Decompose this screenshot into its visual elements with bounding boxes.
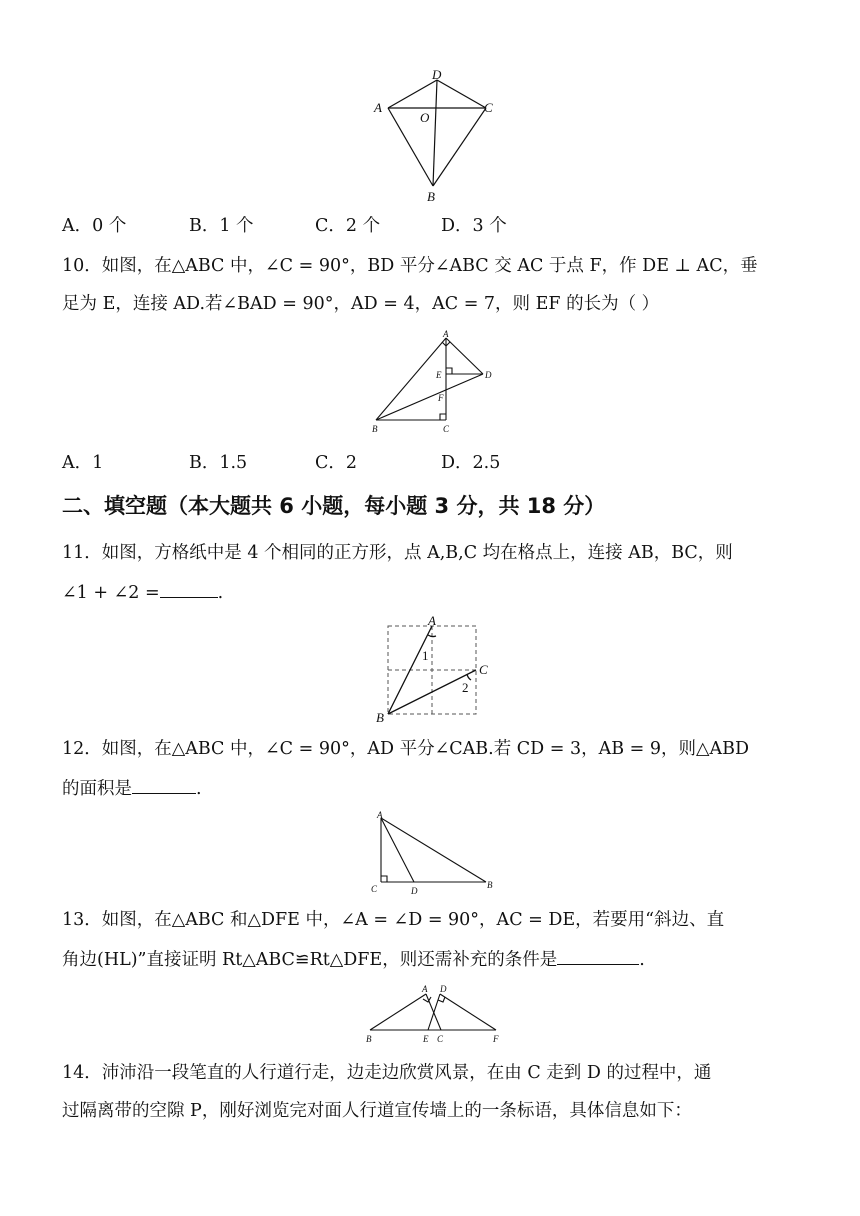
figure-q11-grid <box>372 614 494 724</box>
point-label-D: D <box>432 68 442 82</box>
point-label-B: B <box>487 880 493 890</box>
point-label-D: D <box>440 984 447 994</box>
point-label-A: A <box>374 100 382 115</box>
q10-option-c: C．2 <box>315 453 358 473</box>
point-label-C: C <box>484 100 493 115</box>
point-label-A: A <box>443 329 449 339</box>
q13-answer-blank <box>557 946 639 965</box>
point-label-C: C <box>371 884 378 894</box>
q12-text-line1: 12．如图，在△ABC 中，∠C = 90°，AD 平分∠CAB.若 CD = 3，AB = 9，则△ABD <box>62 739 750 759</box>
figure-q10 <box>366 328 506 436</box>
q12-text-line2 <box>62 775 202 801</box>
point-label-E: E <box>423 1034 429 1044</box>
q13-text-line2 <box>62 946 645 972</box>
point-label-O: O <box>420 110 430 125</box>
angle-label-2: 2 <box>462 680 469 695</box>
q12-answer-blank <box>132 775 196 794</box>
angle-label-1: 1 <box>422 648 429 663</box>
q9-option-c: C．2 个 <box>315 216 381 236</box>
q9-option-d: D．3 个 <box>441 216 507 236</box>
q12-line2-prefix: 的面积是 <box>62 779 132 799</box>
q10-text-line1: 10．如图，在△ABC 中，∠C = 90°，BD 平分∠ABC 交 AC 于点 F，作 DE ⊥ AC，垂 <box>62 256 758 276</box>
q10-option-b: B．1.5 <box>189 453 248 473</box>
figure-q13 <box>362 982 512 1046</box>
q13-text-line1: 13．如图，在△ABC 和△DFE 中，∠A = ∠D = 90°，AC = DE，若要用“斜边、直 <box>62 910 725 930</box>
point-label-D: D <box>485 370 492 380</box>
figure-q9-kite <box>370 68 500 204</box>
point-label-F: F <box>438 393 444 403</box>
q9-option-b: B．1 个 <box>189 216 254 236</box>
point-label-C: C <box>437 1034 444 1044</box>
point-label-B: B <box>366 1034 372 1044</box>
q11-answer-blank <box>160 579 218 598</box>
point-label-F: F <box>493 1034 499 1044</box>
q13-line2-prefix: 角边(HL)”直接证明 Rt△ABC≌Rt△DFE，则还需补充的条件是 <box>62 950 558 970</box>
q14-text-line2: 过隔离带的空隙 P，刚好浏览完对面人行道宣传墙上的一条标语，具体信息如下： <box>62 1101 692 1121</box>
q10-option-a: A．1 <box>62 453 104 473</box>
point-label-A: A <box>377 810 383 820</box>
point-label-E: E <box>436 370 442 380</box>
q11-line2-prefix: ∠1 + ∠2 = <box>62 583 160 603</box>
point-label-A: A <box>428 614 436 628</box>
figure-q12 <box>366 808 502 898</box>
q10-text-line2: 足为 E，连接 AD.若∠BAD = 90°，AD = 4，AC = 7，则 EF 的长为（ ） <box>62 294 660 314</box>
point-label-B: B <box>376 710 384 724</box>
point-label-B: B <box>427 189 435 204</box>
q10-option-d: D．2.5 <box>441 453 501 473</box>
section-title-fill-in: 二、填空题（本大题共 6 小题，每小题 3 分，共 18 分） <box>62 494 606 518</box>
point-label-D: D <box>411 886 418 896</box>
q14-text-line1: 14．沛沛沿一段笔直的人行道行走，边走边欣赏风景，在由 C 走到 D 的过程中，通 <box>62 1063 712 1083</box>
point-label-A: A <box>422 984 428 994</box>
q11-text-line2 <box>62 579 223 605</box>
q11-line2-suffix: . <box>217 583 224 603</box>
point-label-C: C <box>443 424 450 434</box>
q13-line2-suffix: . <box>639 950 645 970</box>
q11-text-line1: 11．如图，方格纸中是 4 个相同的正方形，点 A,B,C 均在格点上，连接 AB，BC，则 <box>62 543 733 563</box>
point-label-C: C <box>479 662 488 677</box>
q9-option-a: A．0 个 <box>62 216 127 236</box>
point-label-B: B <box>372 424 378 434</box>
q12-line2-suffix: . <box>196 779 202 799</box>
